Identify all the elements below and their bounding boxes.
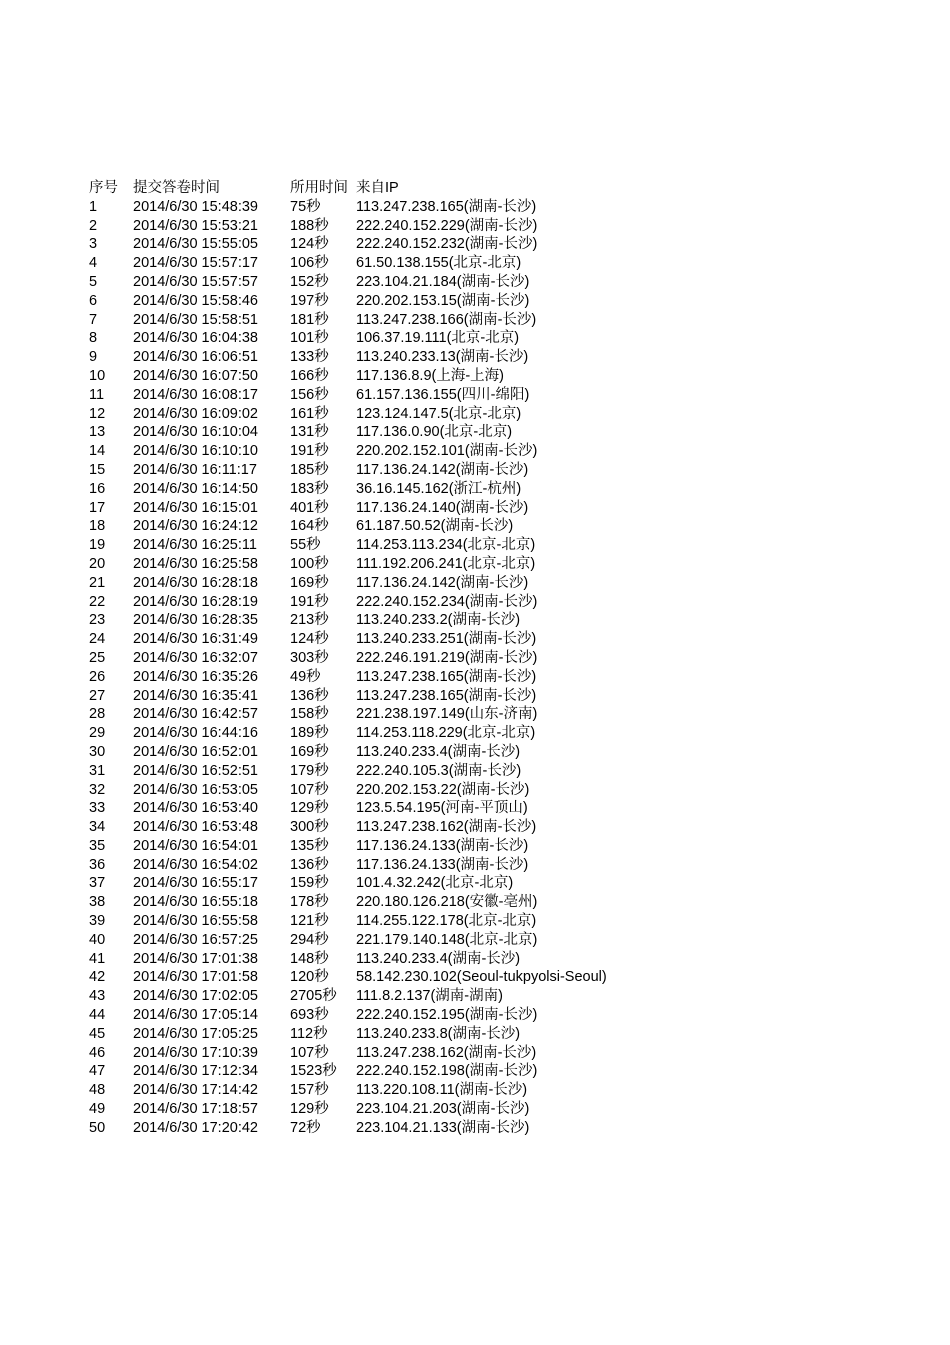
cell-source-ip: 113.240.233.2(湖南-长沙) bbox=[356, 612, 521, 629]
table-row bbox=[89, 1044, 656, 1063]
cell-source-ip: 113.247.238.162(湖南-长沙) bbox=[356, 819, 537, 836]
cell-submit-time: 2014/6/30 16:55:18 bbox=[133, 894, 258, 911]
table-row bbox=[89, 348, 656, 367]
cell-submit-time: 2014/6/30 17:01:38 bbox=[133, 950, 258, 967]
cell-serial: 49 bbox=[89, 1101, 106, 1118]
cell-source-ip: 222.240.152.198(湖南-长沙) bbox=[356, 1063, 538, 1080]
table-row bbox=[89, 837, 656, 856]
cell-source-ip: 222.240.152.229(湖南-长沙) bbox=[356, 217, 538, 234]
cell-serial: 24 bbox=[89, 631, 106, 648]
cell-duration: 303秒 bbox=[290, 649, 329, 666]
cell-source-ip: 220.180.126.218(安徽-亳州) bbox=[356, 894, 538, 911]
cell-source-ip: 117.136.24.142(湖南-长沙) bbox=[356, 461, 529, 478]
cell-source-ip: 111.8.2.137(湖南-湖南) bbox=[356, 988, 503, 1005]
table-row bbox=[89, 235, 656, 254]
table-row bbox=[89, 799, 656, 818]
header-row bbox=[89, 179, 656, 198]
cell-serial: 41 bbox=[89, 950, 106, 967]
table-row bbox=[89, 536, 656, 555]
cell-submit-time: 2014/6/30 17:05:25 bbox=[133, 1025, 258, 1042]
cell-source-ip: 114.255.122.178(北京-北京) bbox=[356, 913, 537, 930]
cell-duration: 136秒 bbox=[290, 687, 329, 704]
cell-duration: 191秒 bbox=[290, 593, 329, 610]
cell-serial: 43 bbox=[89, 988, 106, 1005]
cell-submit-time: 2014/6/30 15:58:51 bbox=[133, 311, 258, 328]
cell-duration: 129秒 bbox=[290, 800, 329, 817]
cell-serial: 48 bbox=[89, 1082, 106, 1099]
table-row bbox=[89, 705, 656, 724]
cell-serial: 23 bbox=[89, 612, 106, 629]
cell-submit-time: 2014/6/30 16:11:17 bbox=[133, 461, 257, 478]
table-row bbox=[89, 461, 656, 480]
cell-duration: 106秒 bbox=[290, 255, 329, 272]
table-row bbox=[89, 1006, 656, 1025]
cell-duration: 133秒 bbox=[290, 349, 329, 366]
cell-source-ip: 106.37.19.111(北京-北京) bbox=[356, 330, 520, 347]
cell-duration: 213秒 bbox=[290, 612, 329, 629]
table-row bbox=[89, 1119, 656, 1138]
cell-submit-time: 2014/6/30 16:10:04 bbox=[133, 424, 258, 441]
cell-duration: 55秒 bbox=[290, 537, 321, 554]
cell-serial: 46 bbox=[89, 1044, 106, 1061]
table-row bbox=[89, 649, 656, 668]
cell-serial: 17 bbox=[89, 499, 106, 516]
cell-serial: 20 bbox=[89, 555, 106, 572]
cell-duration: 181秒 bbox=[290, 311, 329, 328]
cell-serial: 16 bbox=[89, 480, 106, 497]
table-row bbox=[89, 743, 656, 762]
cell-submit-time: 2014/6/30 16:32:07 bbox=[133, 649, 258, 666]
cell-serial: 26 bbox=[89, 668, 106, 685]
cell-duration: 156秒 bbox=[290, 386, 329, 403]
cell-source-ip: 113.240.233.251(湖南-长沙) bbox=[356, 631, 537, 648]
cell-duration: 101秒 bbox=[290, 330, 329, 347]
cell-duration: 72秒 bbox=[290, 1119, 321, 1136]
cell-duration: 152秒 bbox=[290, 273, 329, 290]
table-row bbox=[89, 893, 656, 912]
cell-submit-time: 2014/6/30 16:25:58 bbox=[133, 555, 258, 572]
table-row bbox=[89, 912, 656, 931]
table-row bbox=[89, 198, 656, 217]
cell-serial: 50 bbox=[89, 1119, 106, 1136]
cell-submit-time: 2014/6/30 16:28:35 bbox=[133, 612, 258, 629]
cell-serial: 39 bbox=[89, 913, 106, 930]
table-row bbox=[89, 630, 656, 649]
header-source-ip: 来自IP bbox=[356, 180, 399, 196]
cell-source-ip: 61.157.136.155(四川-绵阳) bbox=[356, 386, 530, 403]
cell-submit-time: 2014/6/30 16:25:11 bbox=[133, 537, 257, 554]
cell-serial: 36 bbox=[89, 856, 106, 873]
table-row bbox=[89, 386, 656, 405]
cell-serial: 35 bbox=[89, 837, 106, 854]
cell-submit-time: 2014/6/30 15:48:39 bbox=[133, 198, 258, 215]
cell-source-ip: 101.4.32.242(北京-北京) bbox=[356, 875, 514, 892]
cell-submit-time: 2014/6/30 16:31:49 bbox=[133, 631, 258, 648]
cell-serial: 25 bbox=[89, 649, 106, 666]
cell-submit-time: 2014/6/30 16:52:51 bbox=[133, 762, 258, 779]
table-row bbox=[89, 593, 656, 612]
cell-serial: 40 bbox=[89, 931, 106, 948]
cell-source-ip: 113.220.108.11(湖南-长沙) bbox=[356, 1082, 528, 1099]
cell-submit-time: 2014/6/30 16:44:16 bbox=[133, 725, 258, 742]
table-row bbox=[89, 1025, 656, 1044]
cell-source-ip: 222.240.105.3(湖南-长沙) bbox=[356, 762, 522, 779]
cell-source-ip: 123.5.54.195(河南-平顶山) bbox=[356, 800, 528, 817]
header-submit-time: 提交答卷时间 bbox=[133, 180, 220, 196]
table-row bbox=[89, 423, 656, 442]
cell-serial: 8 bbox=[89, 330, 98, 347]
cell-submit-time: 2014/6/30 15:57:17 bbox=[133, 255, 258, 272]
cell-source-ip: 220.202.153.22(湖南-长沙) bbox=[356, 781, 530, 798]
table-row bbox=[89, 405, 656, 424]
cell-duration: 161秒 bbox=[290, 405, 329, 422]
cell-submit-time: 2014/6/30 16:55:17 bbox=[133, 875, 258, 892]
cell-source-ip: 61.187.50.52(湖南-长沙) bbox=[356, 518, 514, 535]
table-row bbox=[89, 1062, 656, 1081]
table-row bbox=[89, 987, 656, 1006]
cell-source-ip: 222.240.152.195(湖南-长沙) bbox=[356, 1007, 538, 1024]
cell-source-ip: 221.238.197.149(山东-济南) bbox=[356, 706, 538, 723]
cell-duration: 129秒 bbox=[290, 1101, 329, 1118]
cell-serial: 28 bbox=[89, 706, 106, 723]
table-row bbox=[89, 762, 656, 781]
cell-serial: 37 bbox=[89, 875, 106, 892]
cell-duration: 179秒 bbox=[290, 762, 329, 779]
cell-duration: 107秒 bbox=[290, 1044, 329, 1061]
table-row bbox=[89, 1081, 656, 1100]
cell-source-ip: 222.246.191.219(湖南-长沙) bbox=[356, 649, 538, 666]
table-row bbox=[89, 687, 656, 706]
cell-duration: 2705秒 bbox=[290, 988, 337, 1005]
cell-serial: 32 bbox=[89, 781, 106, 798]
cell-serial: 14 bbox=[89, 443, 106, 460]
cell-serial: 15 bbox=[89, 461, 106, 478]
cell-source-ip: 117.136.0.90(北京-北京) bbox=[356, 424, 513, 441]
cell-serial: 29 bbox=[89, 725, 106, 742]
cell-submit-time: 2014/6/30 17:02:05 bbox=[133, 988, 258, 1005]
cell-source-ip: 223.104.21.203(湖南-长沙) bbox=[356, 1101, 530, 1118]
cell-duration: 112秒 bbox=[290, 1025, 328, 1042]
cell-source-ip: 123.124.147.5(北京-北京) bbox=[356, 405, 522, 422]
table-row bbox=[89, 611, 656, 630]
cell-serial: 10 bbox=[89, 367, 106, 384]
cell-source-ip: 117.136.24.142(湖南-长沙) bbox=[356, 574, 529, 591]
cell-submit-time: 2014/6/30 16:53:48 bbox=[133, 819, 258, 836]
cell-duration: 169秒 bbox=[290, 743, 329, 760]
cell-duration: 300秒 bbox=[290, 819, 329, 836]
cell-source-ip: 114.253.118.229(北京-北京) bbox=[356, 725, 536, 742]
cell-submit-time: 2014/6/30 16:28:19 bbox=[133, 593, 258, 610]
cell-submit-time: 2014/6/30 16:42:57 bbox=[133, 706, 258, 723]
cell-source-ip: 117.136.24.133(湖南-长沙) bbox=[356, 837, 529, 854]
cell-duration: 107秒 bbox=[290, 781, 329, 798]
cell-duration: 166秒 bbox=[290, 367, 329, 384]
cell-duration: 164秒 bbox=[290, 518, 329, 535]
cell-duration: 157秒 bbox=[290, 1082, 329, 1099]
cell-source-ip: 220.202.152.101(湖南-长沙) bbox=[356, 443, 538, 460]
table-row bbox=[89, 818, 656, 837]
header-serial: 序号 bbox=[89, 180, 118, 196]
table-row bbox=[89, 254, 656, 273]
cell-serial: 33 bbox=[89, 800, 106, 817]
cell-serial: 3 bbox=[89, 236, 98, 253]
cell-serial: 13 bbox=[89, 424, 106, 441]
cell-submit-time: 2014/6/30 16:35:26 bbox=[133, 668, 258, 685]
cell-duration: 135秒 bbox=[290, 837, 329, 854]
cell-submit-time: 2014/6/30 16:28:18 bbox=[133, 574, 258, 591]
cell-serial: 27 bbox=[89, 687, 106, 704]
table-row bbox=[89, 931, 656, 950]
cell-submit-time: 2014/6/30 17:20:42 bbox=[133, 1119, 258, 1136]
cell-serial: 47 bbox=[89, 1063, 106, 1080]
cell-duration: 159秒 bbox=[290, 875, 329, 892]
table-row bbox=[89, 480, 656, 499]
cell-submit-time: 2014/6/30 16:07:50 bbox=[133, 367, 258, 384]
cell-source-ip: 117.136.24.140(湖南-长沙) bbox=[356, 499, 529, 516]
cell-serial: 42 bbox=[89, 969, 106, 986]
table-row bbox=[89, 292, 656, 311]
cell-duration: 189秒 bbox=[290, 725, 329, 742]
table-row bbox=[89, 499, 656, 518]
table-row bbox=[89, 968, 656, 987]
table-row bbox=[89, 367, 656, 386]
cell-serial: 12 bbox=[89, 405, 106, 422]
cell-submit-time: 2014/6/30 16:09:02 bbox=[133, 405, 258, 422]
cell-submit-time: 2014/6/30 17:14:42 bbox=[133, 1082, 258, 1099]
table-row bbox=[89, 781, 656, 800]
cell-submit-time: 2014/6/30 16:14:50 bbox=[133, 480, 258, 497]
cell-duration: 294秒 bbox=[290, 931, 329, 948]
cell-submit-time: 2014/6/30 16:10:10 bbox=[133, 443, 258, 460]
cell-serial: 5 bbox=[89, 273, 98, 290]
cell-submit-time: 2014/6/30 16:54:01 bbox=[133, 837, 258, 854]
cell-source-ip: 113.247.238.166(湖南-长沙) bbox=[356, 311, 537, 328]
cell-submit-time: 2014/6/30 16:35:41 bbox=[133, 687, 258, 704]
cell-submit-time: 2014/6/30 16:06:51 bbox=[133, 349, 258, 366]
cell-submit-time: 2014/6/30 16:04:38 bbox=[133, 330, 258, 347]
cell-submit-time: 2014/6/30 15:55:05 bbox=[133, 236, 258, 253]
cell-serial: 21 bbox=[89, 574, 106, 591]
table-row bbox=[89, 874, 656, 893]
cell-duration: 136秒 bbox=[290, 856, 329, 873]
cell-source-ip: 113.240.233.4(湖南-长沙) bbox=[356, 950, 521, 967]
cell-source-ip: 36.16.145.162(浙江-杭州) bbox=[356, 480, 522, 497]
cell-source-ip: 114.253.113.234(北京-北京) bbox=[356, 537, 536, 554]
cell-source-ip: 58.142.230.102(Seoul-tukpyolsi-Seoul) bbox=[356, 969, 607, 986]
cell-source-ip: 223.104.21.133(湖南-长沙) bbox=[356, 1119, 530, 1136]
table-row bbox=[89, 856, 656, 875]
cell-duration: 120秒 bbox=[290, 969, 329, 986]
cell-duration: 197秒 bbox=[290, 292, 329, 309]
cell-serial: 31 bbox=[89, 762, 106, 779]
cell-serial: 19 bbox=[89, 537, 106, 554]
cell-source-ip: 117.136.8.9(上海-上海) bbox=[356, 367, 505, 384]
cell-duration: 169秒 bbox=[290, 574, 329, 591]
table-body bbox=[89, 198, 656, 1138]
cell-serial: 30 bbox=[89, 743, 106, 760]
cell-submit-time: 2014/6/30 16:54:02 bbox=[133, 856, 258, 873]
cell-duration: 75秒 bbox=[290, 198, 321, 215]
cell-submit-time: 2014/6/30 17:10:39 bbox=[133, 1044, 258, 1061]
table-row bbox=[89, 574, 656, 593]
cell-submit-time: 2014/6/30 15:57:57 bbox=[133, 273, 258, 290]
table-row bbox=[89, 517, 656, 536]
cell-duration: 401秒 bbox=[290, 499, 329, 516]
cell-serial: 4 bbox=[89, 255, 98, 272]
cell-serial: 38 bbox=[89, 894, 106, 911]
cell-serial: 18 bbox=[89, 518, 106, 535]
cell-submit-time: 2014/6/30 17:18:57 bbox=[133, 1101, 258, 1118]
cell-serial: 6 bbox=[89, 292, 98, 309]
table-row bbox=[89, 273, 656, 292]
cell-submit-time: 2014/6/30 15:58:46 bbox=[133, 292, 258, 309]
cell-source-ip: 222.240.152.234(湖南-长沙) bbox=[356, 593, 538, 610]
cell-submit-time: 2014/6/30 16:53:05 bbox=[133, 781, 258, 798]
cell-submit-time: 2014/6/30 17:05:14 bbox=[133, 1007, 258, 1024]
table-row bbox=[89, 311, 656, 330]
cell-duration: 124秒 bbox=[290, 236, 329, 253]
table-row bbox=[89, 555, 656, 574]
cell-source-ip: 113.240.233.8(湖南-长沙) bbox=[356, 1025, 521, 1042]
table-row bbox=[89, 950, 656, 969]
cell-source-ip: 220.202.153.15(湖南-长沙) bbox=[356, 292, 530, 309]
cell-submit-time: 2014/6/30 17:01:58 bbox=[133, 969, 258, 986]
cell-source-ip: 223.104.21.184(湖南-长沙) bbox=[356, 273, 530, 290]
cell-duration: 100秒 bbox=[290, 555, 329, 572]
cell-source-ip: 117.136.24.133(湖南-长沙) bbox=[356, 856, 529, 873]
table-row bbox=[89, 442, 656, 461]
cell-source-ip: 222.240.152.232(湖南-长沙) bbox=[356, 236, 538, 253]
table-row bbox=[89, 1100, 656, 1119]
response-table bbox=[89, 179, 656, 1138]
cell-source-ip: 113.247.238.165(湖南-长沙) bbox=[356, 668, 537, 685]
cell-source-ip: 61.50.138.155(北京-北京) bbox=[356, 255, 522, 272]
cell-submit-time: 2014/6/30 16:08:17 bbox=[133, 386, 258, 403]
cell-duration: 191秒 bbox=[290, 443, 329, 460]
cell-submit-time: 2014/6/30 16:52:01 bbox=[133, 743, 258, 760]
cell-submit-time: 2014/6/30 16:15:01 bbox=[133, 499, 258, 516]
cell-duration: 178秒 bbox=[290, 894, 329, 911]
cell-serial: 9 bbox=[89, 349, 98, 366]
cell-duration: 185秒 bbox=[290, 461, 329, 478]
table-row bbox=[89, 668, 656, 687]
cell-duration: 183秒 bbox=[290, 480, 329, 497]
cell-duration: 693秒 bbox=[290, 1007, 329, 1024]
cell-source-ip: 221.179.140.148(北京-北京) bbox=[356, 931, 538, 948]
cell-serial: 1 bbox=[89, 198, 98, 215]
cell-duration: 131秒 bbox=[290, 424, 329, 441]
cell-duration: 124秒 bbox=[290, 631, 329, 648]
cell-serial: 11 bbox=[89, 386, 105, 403]
cell-source-ip: 113.247.238.165(湖南-长沙) bbox=[356, 687, 537, 704]
table-row bbox=[89, 329, 656, 348]
cell-submit-time: 2014/6/30 16:53:40 bbox=[133, 800, 258, 817]
table-row bbox=[89, 217, 656, 236]
cell-duration: 148秒 bbox=[290, 950, 329, 967]
header-duration: 所用时间 bbox=[290, 180, 348, 196]
cell-submit-time: 2014/6/30 15:53:21 bbox=[133, 217, 258, 234]
cell-duration: 1523秒 bbox=[290, 1063, 337, 1080]
cell-submit-time: 2014/6/30 16:24:12 bbox=[133, 518, 258, 535]
cell-submit-time: 2014/6/30 16:55:58 bbox=[133, 913, 258, 930]
cell-duration: 188秒 bbox=[290, 217, 329, 234]
cell-source-ip: 113.240.233.4(湖南-长沙) bbox=[356, 743, 521, 760]
cell-source-ip: 111.192.206.241(北京-北京) bbox=[356, 555, 536, 572]
cell-serial: 44 bbox=[89, 1007, 106, 1024]
table-row bbox=[89, 724, 656, 743]
cell-duration: 49秒 bbox=[290, 668, 321, 685]
cell-source-ip: 113.247.238.162(湖南-长沙) bbox=[356, 1044, 537, 1061]
cell-source-ip: 113.240.233.13(湖南-长沙) bbox=[356, 349, 529, 366]
cell-submit-time: 2014/6/30 17:12:34 bbox=[133, 1063, 258, 1080]
cell-source-ip: 113.247.238.165(湖南-长沙) bbox=[356, 198, 537, 215]
cell-duration: 121秒 bbox=[290, 913, 329, 930]
cell-serial: 7 bbox=[89, 311, 98, 328]
cell-serial: 34 bbox=[89, 819, 106, 836]
cell-serial: 22 bbox=[89, 593, 106, 610]
cell-submit-time: 2014/6/30 16:57:25 bbox=[133, 931, 258, 948]
cell-duration: 158秒 bbox=[290, 706, 329, 723]
cell-serial: 2 bbox=[89, 217, 98, 234]
cell-serial: 45 bbox=[89, 1025, 106, 1042]
